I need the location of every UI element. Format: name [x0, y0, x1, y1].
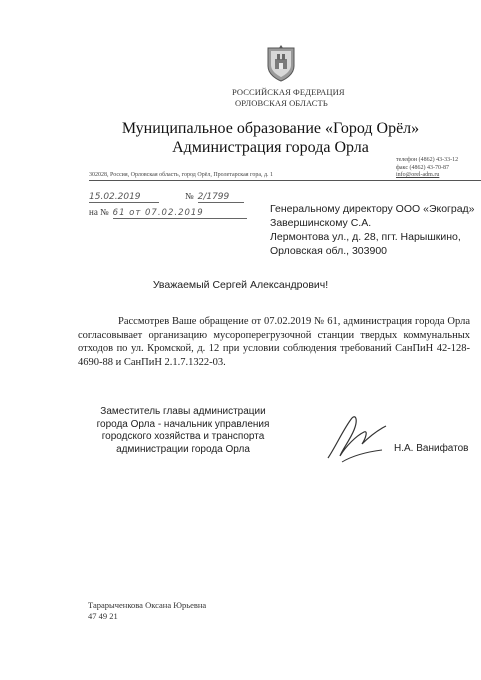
handwritten-signature-icon	[322, 406, 394, 468]
header-divider	[89, 180, 481, 181]
executor-block	[88, 600, 206, 622]
header-country-region	[232, 87, 345, 109]
coat-of-arms-icon	[266, 44, 296, 82]
registration-ref-value: 61 от 07.02.2019	[113, 208, 247, 219]
signatory-line-2: города Орла - начальник управления	[96, 418, 270, 430]
signatory-line-3: городского хозяйства и транспорта	[101, 431, 265, 442]
registration-number-label: №	[185, 191, 194, 201]
recipient-block	[270, 202, 475, 258]
registration-ref-row	[89, 202, 247, 220]
recipient-line-2: Завершинскому С.А.	[270, 217, 372, 229]
recipient-line-1: Генеральному директору ООО «Экоград»	[270, 203, 475, 215]
signatory-title	[88, 406, 278, 456]
header-country: РОССИЙСКАЯ ФЕДЕРАЦИЯ	[232, 87, 345, 97]
header-region: ОРЛОВСКАЯ ОБЛАСТЬ	[235, 98, 328, 108]
header-contacts	[396, 157, 458, 180]
signatory-line-1: Заместитель главы администрации	[100, 406, 266, 417]
signatory-name: Н.А. Ванифатов	[394, 443, 469, 454]
recipient-line-4: Орловская обл., 303900	[270, 245, 388, 257]
registration-date: 15.02.2019	[89, 192, 159, 203]
signatory-line-4: администрации города Орла	[116, 443, 250, 455]
header-email: info@orel-adm.ru	[396, 172, 440, 178]
executor-phone: 47 49 21	[88, 611, 118, 621]
executor-name: Тарарыченкова Оксана Юрьевна	[88, 600, 207, 610]
administration-title: Администрация города Орла	[172, 139, 369, 156]
letter-body: Рассмотрев Ваше обращение от 07.02.2019 № 61, администрация города Орла согласовывает организацию мусороперегрузочной станции твердых коммунальных отходов по ул. Кромской, д. 12 при условии соблюдения требований СанПиН 42-128-4690-88 и СанПиН 2.1.7.1322-03.	[78, 316, 470, 368]
header-phone: телефон (4862) 43-33-12	[396, 157, 459, 163]
registration-number: 2/1799	[198, 192, 244, 203]
greeting: Уважаемый Сергей Александрович!	[152, 279, 329, 291]
header-fax: факс (4862) 43-70-87	[396, 164, 449, 171]
registration-ref-label: на №	[89, 207, 109, 217]
recipient-line-3: Лермонтова ул., д. 28, пгт. Нарышкино,	[270, 231, 461, 243]
municipality-title: Муниципальное образование «Город Орёл»	[121, 120, 420, 137]
header-address: 302028, Россия, Орловская область, город Орёл, Пролетарская гора, д. 1	[89, 172, 274, 178]
